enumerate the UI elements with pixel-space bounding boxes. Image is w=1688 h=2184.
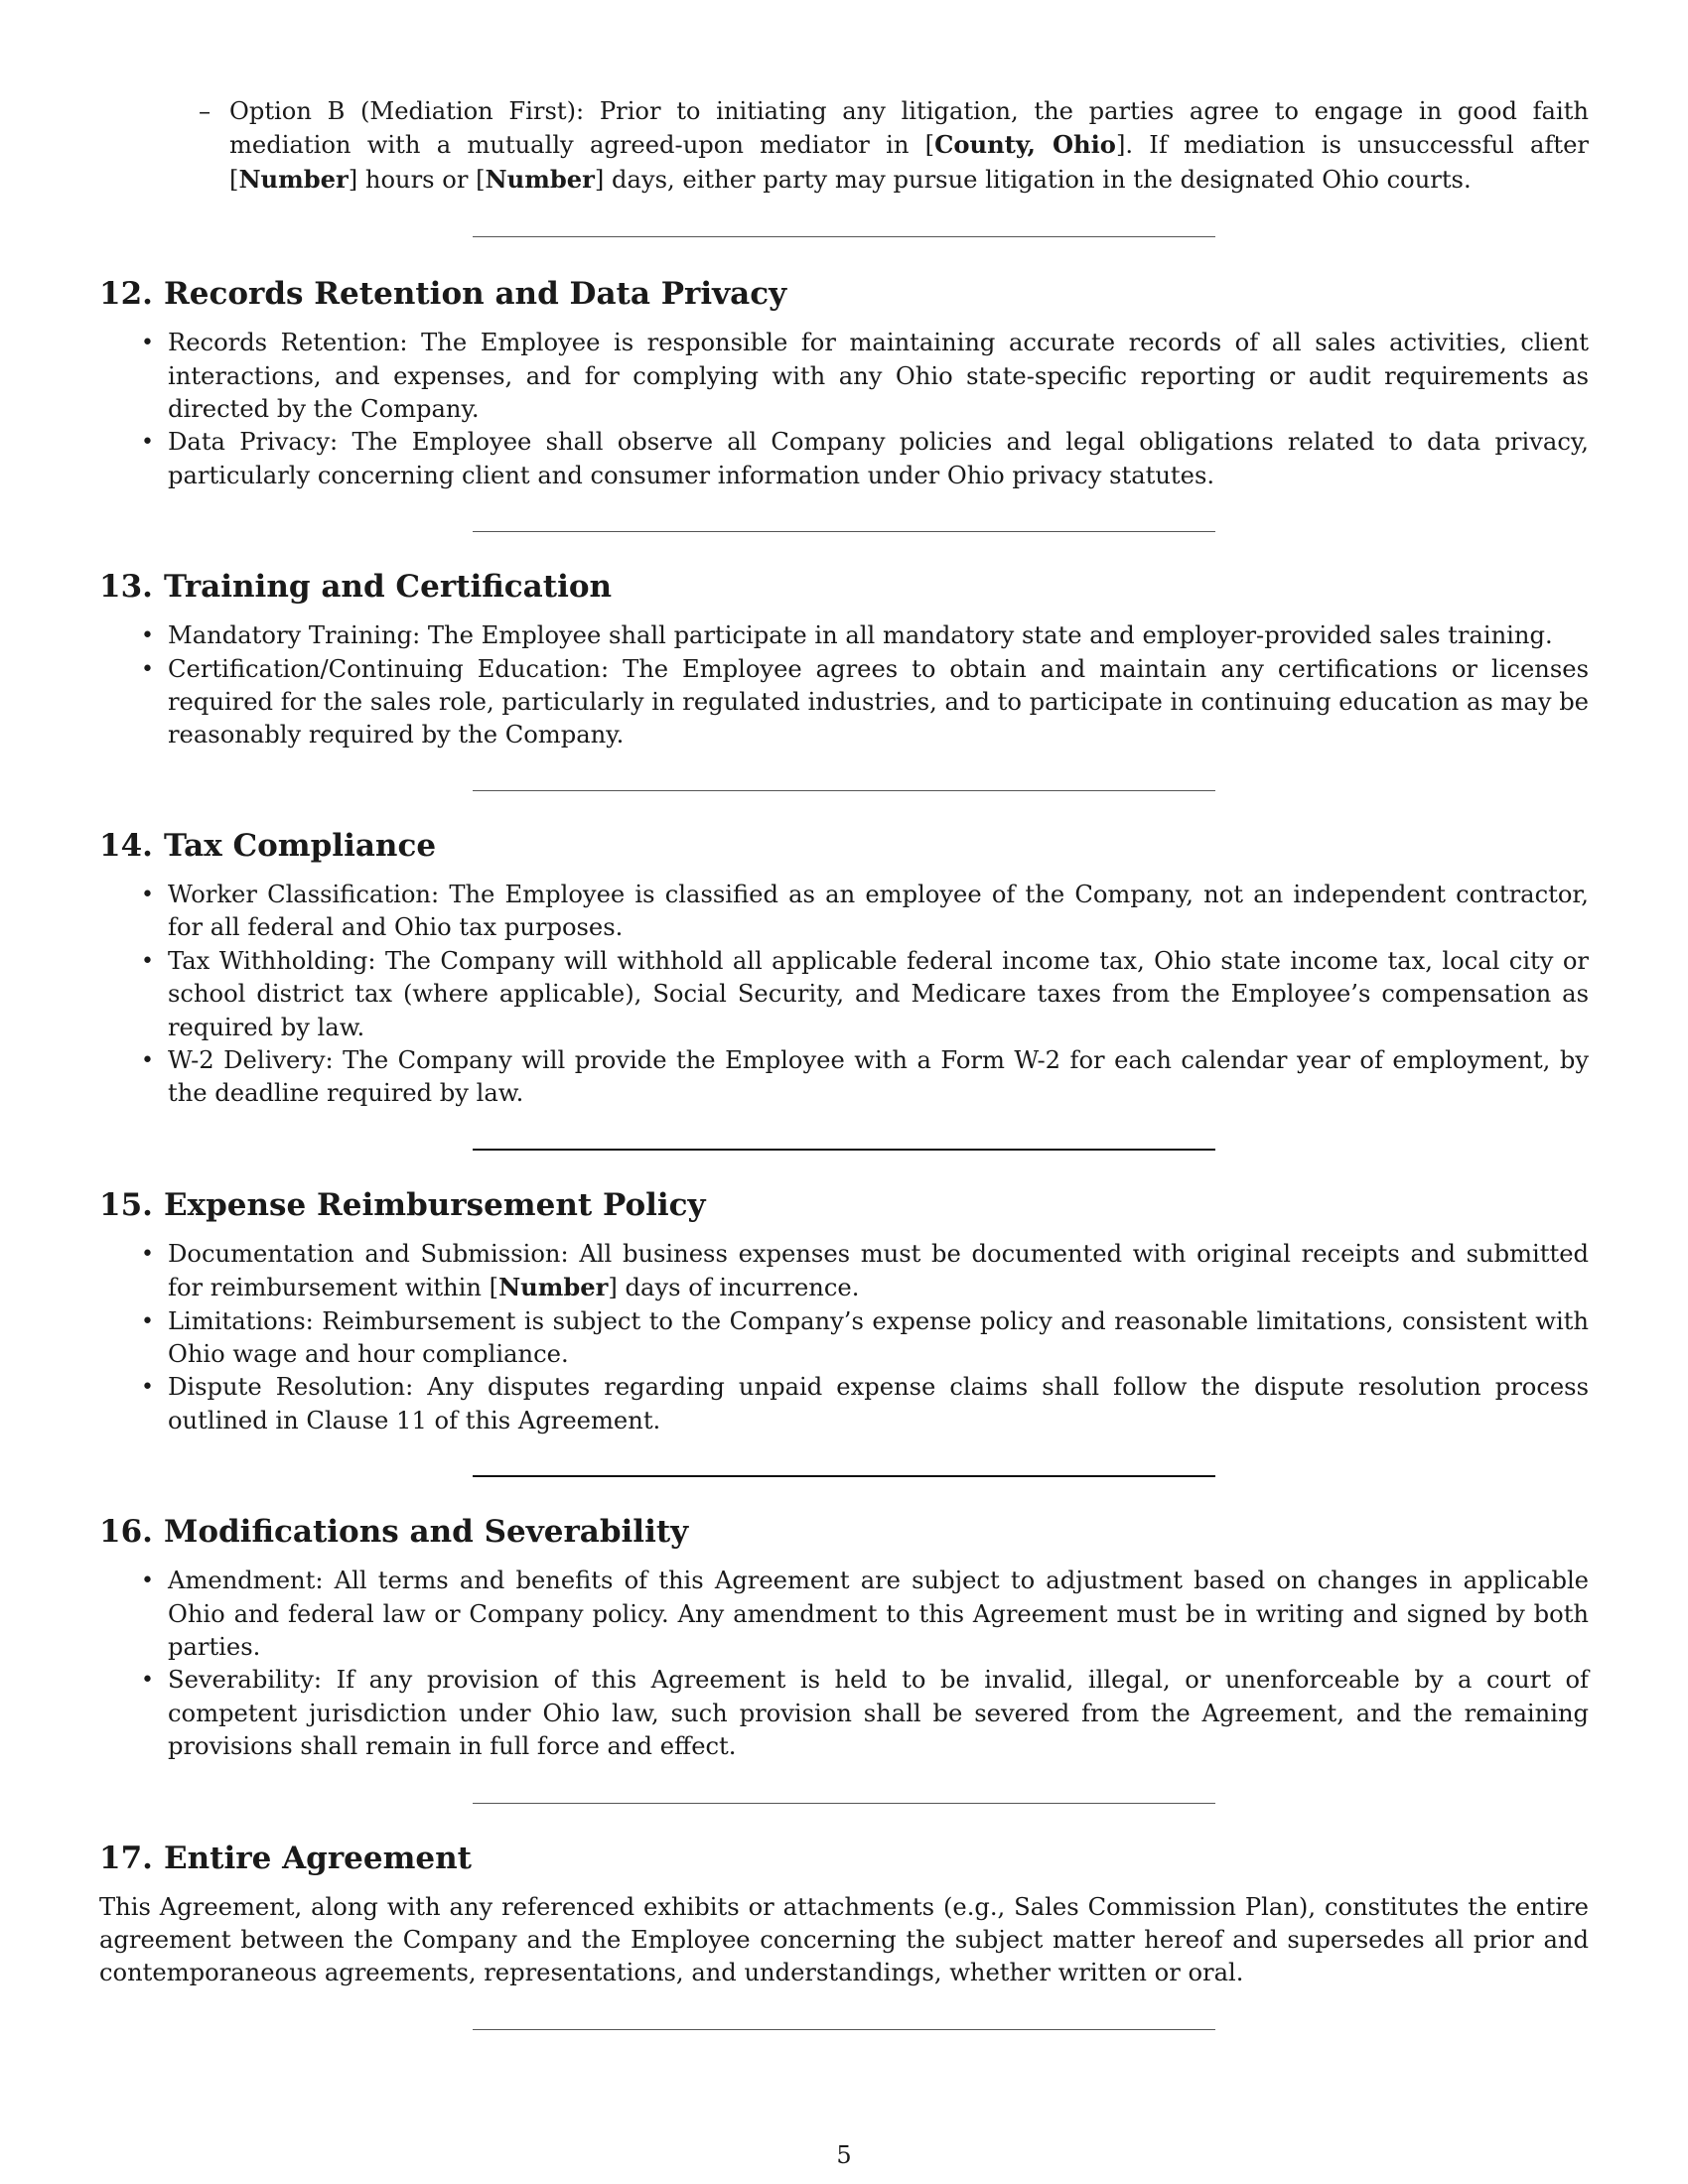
bullet-icon: • xyxy=(141,1241,154,1267)
list-item-text: Records Retention: The Employee is responsible for maintaining accurate records of all sales activities, client interactions, and expenses, and for complying with any Ohio state-specific reporting or audit requirements as directed by the Company. xyxy=(168,329,1589,424)
section-number: 15. xyxy=(99,1186,153,1223)
bullet-icon: • xyxy=(141,948,154,974)
list-item-text: Documentation and Submission: All business expenses must be documented with original receipts and submitted for reimbursement within [ xyxy=(168,1239,1589,1302)
section-17-heading xyxy=(99,1839,1589,1878)
section-title: Modifications and Severability xyxy=(164,1514,689,1551)
page-number: 5 xyxy=(836,2141,852,2169)
bullet-icon: • xyxy=(141,882,154,907)
section-number: 12. xyxy=(99,276,153,313)
list-item xyxy=(99,1305,1589,1372)
list-item xyxy=(99,653,1589,752)
list-item xyxy=(99,1044,1589,1111)
list-item-text: Severability: If any provision of this Agreement is held to be invalid, illegal, or unenforceable by a court of competent jurisdiction under Ohio law, such provision shall be severed from the Agreement, and the remaining provisions shall remain in full force and effect. xyxy=(168,1666,1589,1761)
bullet-icon: • xyxy=(141,1569,154,1594)
section-13-heading xyxy=(99,567,1589,607)
section-divider xyxy=(473,2029,1215,2030)
bullet-icon: • xyxy=(141,656,154,682)
list-item-text: Dispute Resolution: Any disputes regarding unpaid expense claims shall follow the dispute resolution process outlined in Clause 11 of this Agreement. xyxy=(168,1373,1589,1434)
list-item xyxy=(99,1565,1589,1664)
section-title: Records Retention and Data Privacy xyxy=(164,276,787,313)
document-page xyxy=(99,95,1589,2038)
list-item xyxy=(99,619,1589,652)
section-title: Entire Agreement xyxy=(164,1840,472,1876)
list-item xyxy=(99,879,1589,945)
placeholder-county: County, Ohio xyxy=(934,130,1116,160)
bullet-icon: • xyxy=(141,1668,154,1694)
section-divider xyxy=(473,790,1215,791)
list-item-text: Mandatory Training: The Employee shall participate in all mandatory state and employer-provided sales training. xyxy=(168,621,1553,650)
section-number: 14. xyxy=(99,827,153,864)
bullet-icon: • xyxy=(141,623,154,649)
bullet-icon: • xyxy=(141,1047,154,1073)
section-14-list xyxy=(99,879,1589,1111)
list-item-text: Worker Classification: The Employee is classified as an employee of the Company, not an independent contractor, for all federal and Ohio tax purposes. xyxy=(168,880,1589,942)
bullet-icon: • xyxy=(141,430,154,456)
list-item xyxy=(99,426,1589,492)
bullet-icon: • xyxy=(141,1308,154,1334)
placeholder-number: Number xyxy=(498,1273,609,1302)
list-item xyxy=(99,945,1589,1044)
section-number: 17. xyxy=(99,1840,153,1876)
section-divider xyxy=(473,236,1215,237)
section-divider xyxy=(473,1803,1215,1804)
dash-marker: – xyxy=(199,97,211,125)
section-12-heading xyxy=(99,274,1589,314)
section-16-list xyxy=(99,1565,1589,1763)
section-12-list xyxy=(99,327,1589,492)
option-b-text-4: ] days, either party may pursue litigation in the designated Ohio courts. xyxy=(594,165,1472,194)
list-item xyxy=(99,1371,1589,1437)
option-b-text-2: ]. If mediation is unsuccessful after [ xyxy=(229,131,1589,194)
section-number: 13. xyxy=(99,569,153,606)
section-13-list xyxy=(99,619,1589,752)
list-item xyxy=(99,1238,1589,1305)
section-16-heading xyxy=(99,1512,1589,1552)
bullet-icon: • xyxy=(141,1375,154,1401)
list-item xyxy=(99,327,1589,426)
section-title: Expense Reimbursement Policy xyxy=(164,1186,706,1223)
option-b-text-3: ] hours or [ xyxy=(348,165,486,194)
list-item-text: Amendment: All terms and benefits of this Agreement are subject to adjustment based on changes in applicable Ohio and federal law or Company policy. Any amendment to this Agreement must be in writing and signed by both parties. xyxy=(168,1567,1589,1661)
list-item-text: Data Privacy: The Employee shall observe all Company policies and legal obligations related to data privacy, particularly concerning client and consumer information under Ohio privacy statutes. xyxy=(168,428,1589,489)
section-number: 16. xyxy=(99,1514,153,1551)
section-divider xyxy=(473,531,1215,532)
list-item-text: Limitations: Reimbursement is subject to the Company’s expense policy and reasonable limitations, consistent with Ohio wage and hour compliance. xyxy=(168,1306,1589,1368)
bullet-icon: • xyxy=(141,331,154,356)
option-b-text-1: Option B (Mediation First): Prior to initiating any litigation, the parties agree to engage in good faith mediation with a mutually agreed-upon mediator in [ xyxy=(229,97,1589,160)
placeholder-number-days: Number xyxy=(485,164,595,194)
section-title: Training and Certification xyxy=(164,569,613,606)
list-item-text: ] days of incurrence. xyxy=(608,1274,860,1302)
entire-agreement-paragraph: This Agreement, along with any referenced exhibits or attachments (e.g., Sales Commission Plan), constitutes the entire agreement between the Company and the Employee concerning the subject matter hereof and supersedes all prior and contemporaneous agreements, representations, and understandings, whether written or oral. xyxy=(99,1892,1589,1987)
section-divider xyxy=(473,1475,1215,1477)
placeholder-number-hours: Number xyxy=(238,164,349,194)
list-item-text: W-2 Delivery: The Company will provide the Employee with a Form W-2 for each calendar year of employment, by the deadline required by law. xyxy=(168,1045,1589,1108)
section-14-heading xyxy=(99,826,1589,866)
list-item xyxy=(99,1664,1589,1763)
section-divider xyxy=(473,1149,1215,1151)
section-15-heading xyxy=(99,1185,1589,1225)
list-item-text: Certification/Continuing Education: The Employee agrees to obtain and maintain any certifications or licenses required for the sales role, particularly in regulated industries, and to participate in continuing education as may be reasonably required by the Company. xyxy=(168,654,1589,750)
section-15-list xyxy=(99,1238,1589,1437)
section-title: Tax Compliance xyxy=(164,827,437,864)
option-b-paragraph xyxy=(99,95,1589,197)
list-item-text: Tax Withholding: The Company will withhold all applicable federal income tax, Ohio state income tax, local city or school district tax (where applicable), Social Security, and Medicare taxes from the Employee’s compensation as required by law. xyxy=(168,946,1589,1041)
